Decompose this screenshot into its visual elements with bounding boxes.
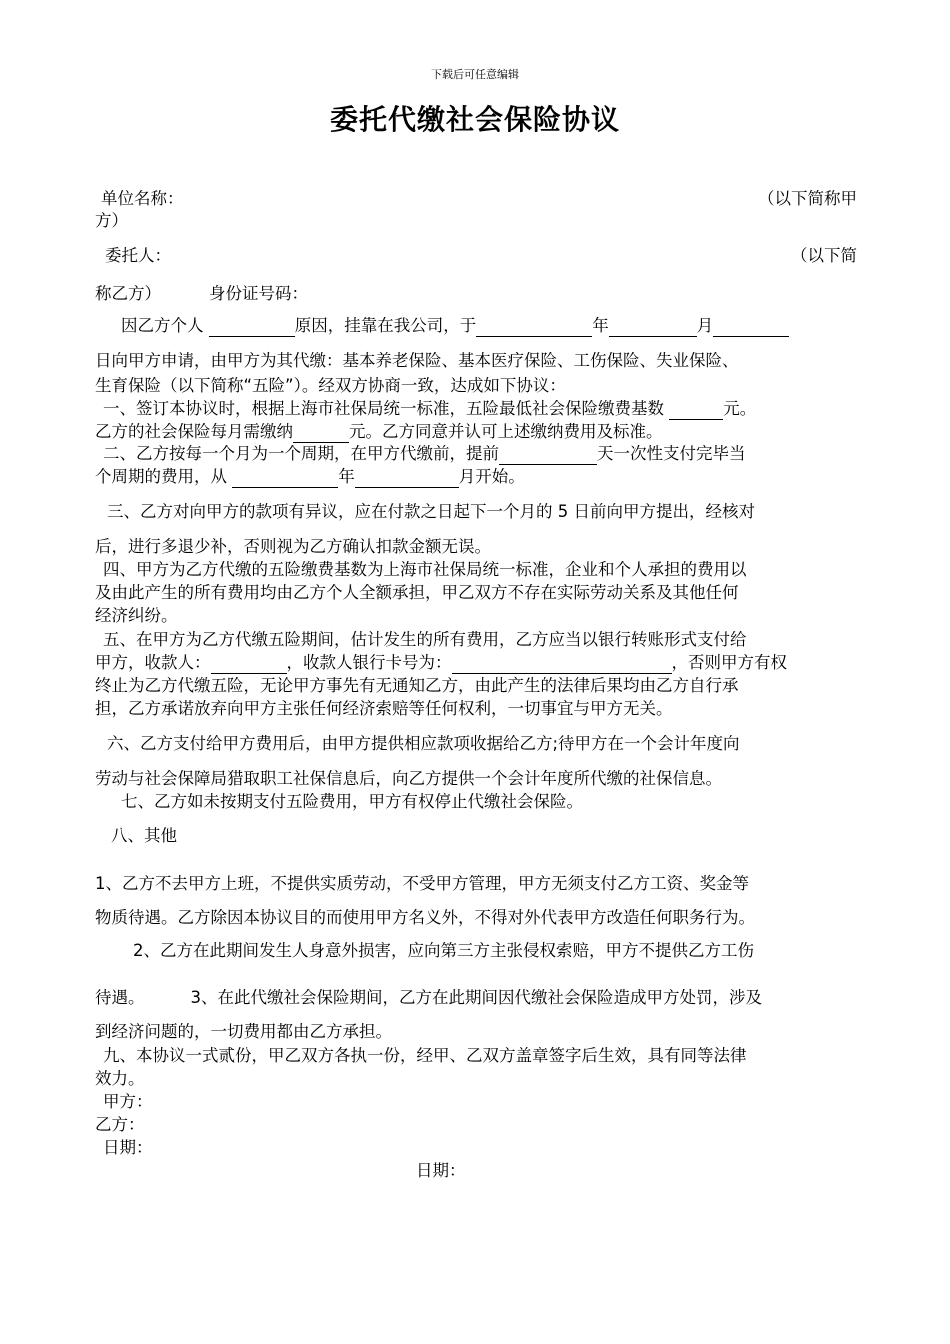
blank-card-number [452,655,672,674]
intro-line-1 [95,315,857,337]
blank-start-month [355,469,459,488]
clause-4-line-3: 经济纠纷。 [95,606,178,625]
clause-6-text-1: 六、乙方支付给甲方费用后，由甲方提供相应款项收据给乙方;待甲方在一个会计年度向 [107,734,740,753]
clause-8-item-2-end: 待遇。 [95,988,145,1007]
blank-month [609,318,697,337]
party-b-label: 委托人： [105,246,171,265]
blank-days [499,446,597,465]
party-b-id-label: 身份证号码： [209,284,308,303]
blank-monthly [293,424,349,443]
clause-8-item-2-text: 2、乙方在此期间发生人身意外损害，应向第三方主张侵权索赔，甲方不提供乙方工伤 [133,941,754,960]
clause-1-text-2: 元。 [723,399,757,418]
blank-start-year [232,469,338,488]
intro-line-2: 日向甲方申请，由甲方为其代缴：基本养老保险、基本医疗保险、工伤保险、失业保险、 [95,351,739,370]
party-b-id-line [95,283,857,305]
clause-2-text-4: 年 [338,467,355,486]
clause-9-text-1: 九、本协议一式贰份，甲乙双方各执一份，经甲、乙双方盖章签字后生效，具有同等法律 [103,1046,747,1065]
clause-5-text-3: ，收款人银行卡号为： [286,653,452,672]
clause-8-item-1-line-2: 物质待遇。乙方除因本协议目的而使用甲方名义外，不得对外代表甲方改造任何职务行为。 [95,908,755,927]
signature-date-left-label: 日期： [103,1138,153,1157]
document-title: 委托代缴社会保险协议 [329,103,620,136]
clause-5-line-1 [95,629,857,651]
intro-text-1: 因乙方个人 [121,316,209,335]
party-a-abbr-cont: 方） [95,211,128,230]
intro-text-4: 月 [696,316,714,335]
party-a-abbr: （以下简称甲 [758,189,857,208]
clause-4-line-2: 及由此产生的所有费用均由乙方个人全额承担，甲乙双方不存在实际劳动关系及其他任何 [95,583,739,602]
blank-payee [211,655,287,674]
signature-party-a [95,1091,857,1113]
blank-day [713,318,789,337]
clause-4-text-1: 四、甲方为乙方代缴的五险缴费基数为上海市社保局统一标准，企业和个人承担的费用以 [103,560,747,579]
clause-4-line-1 [95,559,857,581]
intro-text-3: 年 [592,316,609,335]
clause-5-text-4: ，否则甲方有权 [671,653,787,672]
clause-8-item-1-line-1: 1、乙方不去甲方上班，不提供实质劳动，不受甲方管理，甲方无须支付乙方工资、奖金等 [95,874,749,893]
clause-8-item-3-start: 3、在此代缴社会保险期间，乙方在此期间因代缴社会保险造成甲方处罚，涉及 [190,988,762,1007]
clause-6-line-2: 劳动与社会保障局猎取职工社保信息后，向乙方提供一个会计年度所代缴的社保信息。 [95,769,722,788]
clause-5-line-4: 担，乙方承诺放弃向甲方主张任何经济索赔等任何权利，一切事宜与甲方无关。 [95,699,673,718]
header-note: 下载后可任意编辑 [431,68,519,81]
signature-party-b: 乙方： [95,1115,145,1134]
intro-line-3: 生育保险（以下简称“五险”）。经双方协商一致，达成如下协议： [95,376,566,395]
clause-2-line-1 [95,443,857,465]
clause-3-line-1 [95,501,857,523]
clause-8-item-2-3-line [95,987,857,1009]
clause-9-line-2: 效力。 [95,1069,145,1088]
clause-2-text-5: 月开始。 [458,467,525,486]
clause-2-text-1: 二、乙方按每一个月为一个周期，在甲方代缴前，提前 [103,444,499,463]
clause-2-text-2: 天一次性支付完毕当 [597,444,746,463]
party-b-abbr-cont: 称乙方） [95,284,161,303]
intro-text-2: 原因，挂靠在我公司，于 [294,316,477,335]
blank-reason [209,318,295,337]
clause-8-heading-text: 八、其他 [111,826,177,845]
party-b-abbr: （以下简 [791,246,857,265]
clause-1-line-2 [95,421,857,443]
clause-8-item-2-line-1 [95,940,857,962]
clause-1-text-3: 乙方的社会保险每月需缴纳 [95,422,293,441]
clause-1-text-4: 元。乙方同意并认可上述缴纳费用及标准。 [349,422,663,441]
clause-7 [95,791,857,813]
clause-3-line-2: 后，进行多退少补，否则视为乙方确认扣款金额无误。 [95,537,491,556]
signature-date-right: 日期： [416,1161,466,1180]
clause-1-line-1 [95,398,857,420]
clause-5-text-2: 甲方，收款人： [95,653,211,672]
clause-7-text: 七、乙方如未按期支付五险费用，甲方有权停止代缴社会保险。 [121,792,583,811]
blank-base [669,401,723,420]
clause-8-item-3-line-2: 到经济问题的，一切费用都由乙方承担。 [95,1022,392,1041]
signature-party-a-label: 甲方： [103,1092,153,1111]
clause-9-line-1 [95,1045,857,1067]
clause-6-line-1 [95,733,857,755]
clause-1-text-1: 一、签订本协议时，根据上海市社保局统一标准，五险最低社会保险缴费基数 [103,399,670,418]
clause-3-text-1: 三、乙方对向甲方的款项有异议，应在付款之日起下一个月的 5 日前向甲方提出，经核对 [107,502,755,521]
clause-5-line-2 [95,652,857,674]
blank-year [476,318,592,337]
party-a-label: 单位名称： [101,189,184,208]
party-b-line [95,245,857,267]
signature-date-left [95,1137,857,1159]
clause-2-text-3: 个周期的费用，从 [95,467,233,486]
party-a-line [95,188,857,210]
clause-5-text-1: 五、在甲方为乙方代缴五险期间，估计发生的所有费用，乙方应当以银行转账形式支付给 [103,630,747,649]
clause-2-line-2 [95,466,857,488]
clause-8-heading [95,825,857,847]
clause-5-line-3: 终止为乙方代缴五险，无论甲方事先有无通知乙方，由此产生的法律后果均由乙方自行承 [95,676,739,695]
